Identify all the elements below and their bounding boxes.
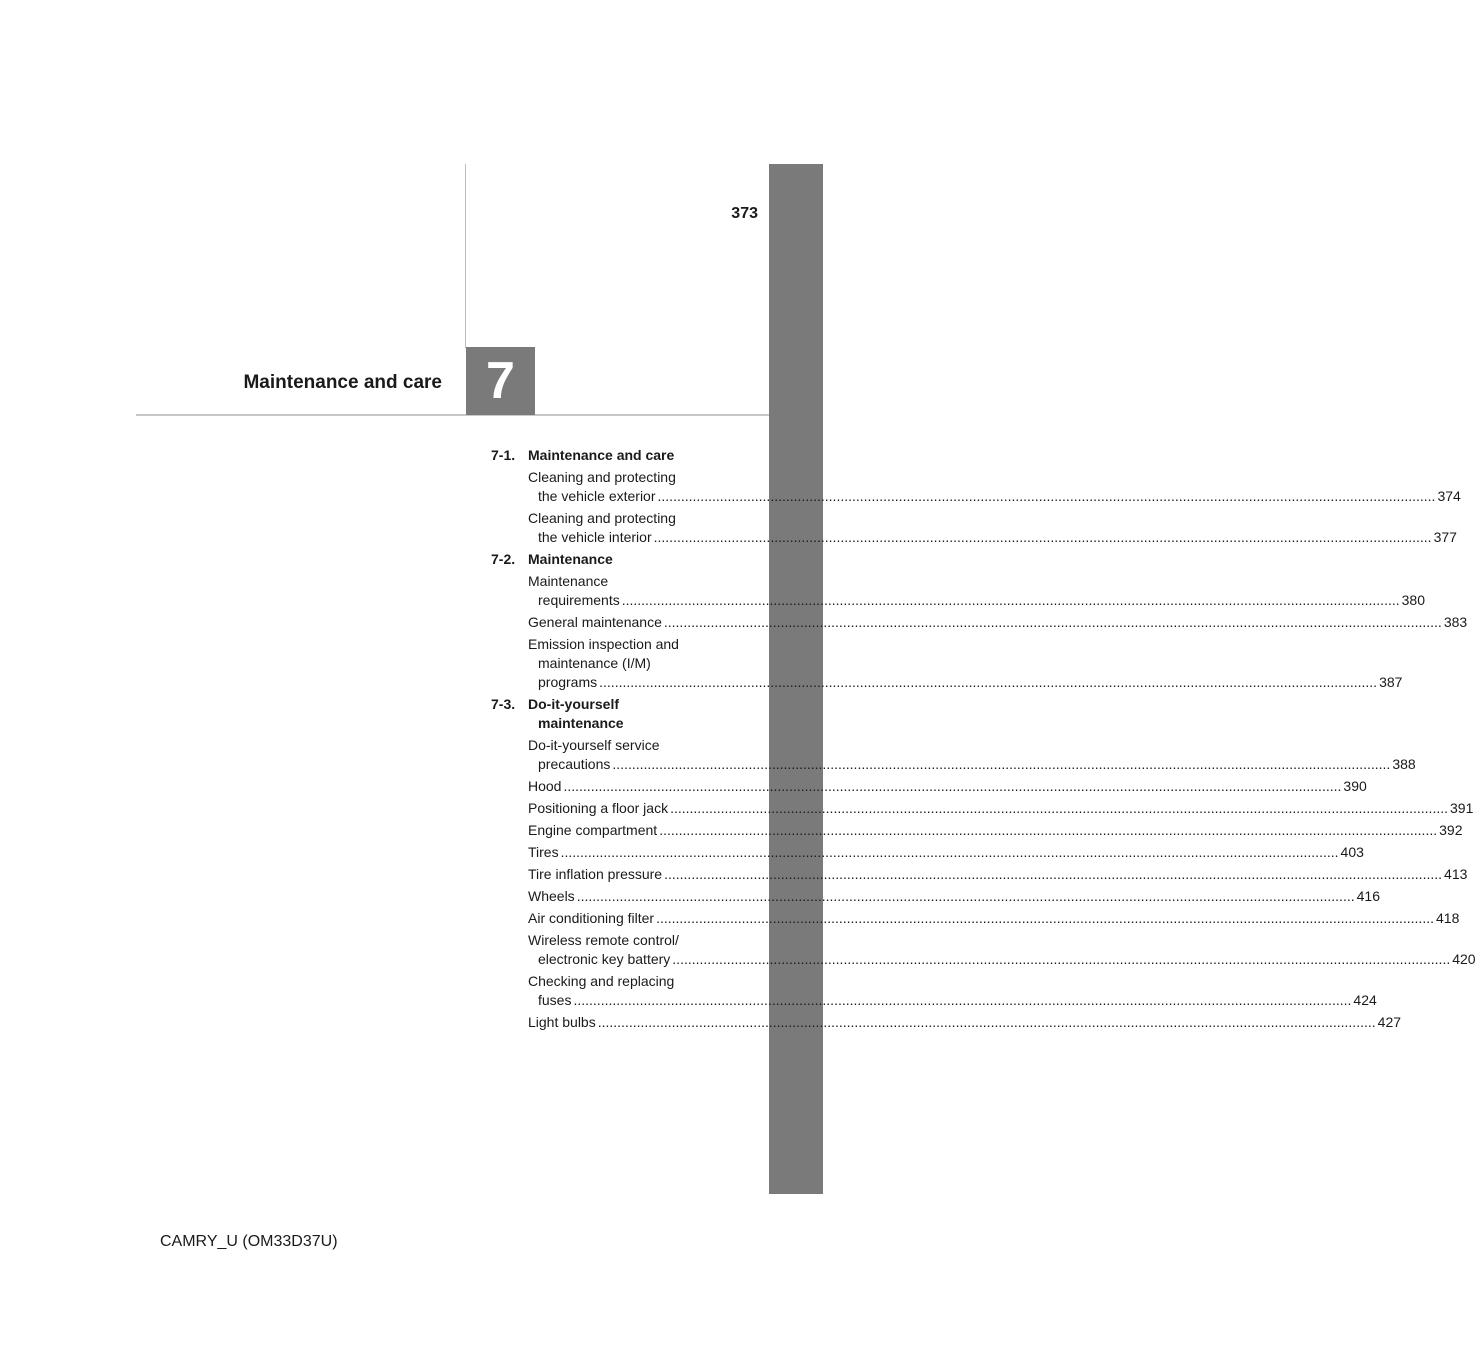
dot-leader: ........................................................................................................................................................................................................	[653, 529, 1432, 545]
entry-page-number: 390	[1343, 778, 1367, 794]
section-number: 7-2.	[491, 551, 516, 567]
dot-leader: ........................................................................................................................................................................................................	[672, 951, 1451, 967]
dot-leader: ........................................................................................................................................................................................................	[599, 674, 1378, 690]
dot-leader: ........................................................................................................................................................................................................	[597, 1014, 1376, 1030]
entry-text-line: Do-it-yourself service	[528, 737, 660, 753]
entry-text-line: Cleaning and protecting	[528, 510, 676, 526]
entry-leader-line	[528, 950, 1476, 969]
entry-leader-line	[528, 673, 1403, 692]
dot-leader: ........................................................................................................................................................................................................	[656, 910, 1434, 926]
toc-entry	[528, 572, 1425, 610]
entry-page-number: 420	[1452, 951, 1476, 967]
entry-text-line: the vehicle interior	[538, 529, 652, 545]
dot-leader: ........................................................................................................................................................................................................	[670, 800, 1449, 816]
entry-page-number: 418	[1436, 910, 1460, 926]
entry-text-line: Wireless remote control/	[528, 932, 679, 948]
section-title	[528, 550, 741, 569]
entry-page-number: 374	[1437, 488, 1461, 504]
entry-text-line: Checking and replacing	[528, 973, 675, 989]
toc-entry	[528, 468, 1461, 506]
dot-leader: ........................................................................................................................................................................................................	[560, 844, 1339, 860]
dot-leader: ........................................................................................................................................................................................................	[612, 756, 1391, 772]
section-title-line: Maintenance and care	[528, 447, 675, 463]
entry-page-number: 380	[1401, 592, 1425, 608]
chapter-title: Maintenance and care	[243, 372, 442, 393]
table-of-contents	[491, 446, 1476, 1035]
entry-leader-line	[528, 777, 1367, 796]
entry-leader-line	[528, 1013, 1402, 1032]
entry-text-line: requirements	[538, 592, 620, 608]
entry-leader-line	[528, 991, 1377, 1010]
toc-entry	[528, 777, 1367, 796]
toc-section-heading	[491, 550, 741, 569]
entry-page-number: 391	[1450, 800, 1474, 816]
chapter-number: 7	[486, 352, 515, 410]
dot-leader: ........................................................................................................................................................................................................	[664, 866, 1443, 882]
entry-text-line: Wheels	[528, 888, 575, 904]
entry-leader-line	[528, 887, 1380, 906]
entry-page-number: 424	[1353, 992, 1377, 1008]
entry-text-line: Positioning a floor jack	[528, 800, 669, 816]
entry-leader-line	[528, 865, 1468, 884]
entry-leader-line	[528, 755, 1416, 774]
section-title	[528, 695, 741, 733]
entry-text-line: precautions	[538, 756, 611, 772]
entry-page-number: 403	[1340, 844, 1364, 860]
toc-entry	[528, 736, 1416, 774]
toc-entry	[528, 865, 1468, 884]
toc-entry	[528, 931, 1476, 969]
entry-leader-line	[528, 487, 1461, 506]
entry-page-number: 392	[1439, 822, 1463, 838]
toc-entry	[528, 909, 1460, 928]
entry-text-line: Tires	[528, 844, 559, 860]
entry-text-line: maintenance (I/M)	[538, 655, 651, 671]
entry-text-line: the vehicle exterior	[538, 488, 656, 504]
toc-section-heading	[491, 446, 741, 465]
entry-leader-line	[528, 821, 1463, 840]
entry-text-line: Hood	[528, 778, 562, 794]
entry-leader-line	[528, 613, 1468, 632]
entry-page-number: 427	[1377, 1014, 1402, 1030]
section-title	[528, 446, 741, 465]
dot-leader: ........................................................................................................................................................................................................	[657, 488, 1436, 504]
toc-entry	[528, 821, 1463, 840]
toc-entry	[528, 972, 1377, 1010]
entry-leader-line	[528, 843, 1364, 862]
entry-text-line: Engine compartment	[528, 822, 658, 838]
entry-text-line: Cleaning and protecting	[528, 469, 676, 485]
entry-leader-line	[528, 528, 1457, 547]
footer-document-code: CAMRY_U (OM33D37U)	[160, 1233, 338, 1250]
entry-page-number: 377	[1433, 529, 1457, 545]
entry-page-number: 388	[1392, 756, 1416, 772]
entry-text-line: Tire inflation pressure	[528, 866, 663, 882]
entry-leader-line	[528, 909, 1460, 928]
entry-text-line: Emission inspection and	[528, 636, 679, 652]
section-title-line: maintenance	[538, 715, 624, 731]
dot-leader: ........................................................................................................................................................................................................	[563, 778, 1342, 794]
horizontal-divider	[136, 414, 769, 416]
entry-page-number: 383	[1443, 614, 1468, 630]
toc-entry	[528, 509, 1457, 547]
toc-entry	[528, 1013, 1402, 1032]
entry-text-line: electronic key battery	[538, 951, 671, 967]
entry-text-line: programs	[538, 674, 598, 690]
toc-entry	[528, 635, 1403, 692]
entry-text-line: Light bulbs	[528, 1014, 596, 1030]
chapter-number-box	[466, 347, 535, 415]
entry-page-number: 413	[1444, 866, 1468, 882]
toc-entry	[528, 887, 1380, 906]
section-number: 7-1.	[491, 447, 516, 463]
dot-leader: ........................................................................................................................................................................................................	[621, 592, 1400, 608]
section-number: 7-3.	[491, 696, 516, 712]
dot-leader: ........................................................................................................................................................................................................	[663, 614, 1442, 630]
dot-leader: ........................................................................................................................................................................................................	[573, 992, 1352, 1008]
entry-leader-line	[528, 799, 1474, 818]
vertical-divider	[465, 164, 466, 348]
entry-page-number: 416	[1356, 888, 1380, 904]
toc-entry	[528, 843, 1364, 862]
toc-section-heading	[491, 695, 741, 733]
toc-entry	[528, 799, 1474, 818]
entry-text-line: Maintenance	[528, 573, 609, 589]
entry-text-line: General maintenance	[528, 614, 662, 630]
entry-leader-line	[528, 591, 1425, 610]
entry-page-number: 387	[1379, 674, 1403, 690]
section-title-line: Maintenance	[528, 551, 613, 567]
entry-text-line: fuses	[538, 992, 572, 1008]
toc-entry	[528, 613, 1468, 632]
entry-text-line: Air conditioning filter	[528, 910, 655, 926]
section-title-line: Do-it-yourself	[528, 696, 619, 712]
dot-leader: ........................................................................................................................................................................................................	[576, 888, 1355, 904]
page-number: 373	[731, 205, 758, 222]
dot-leader: ........................................................................................................................................................................................................	[659, 822, 1438, 838]
